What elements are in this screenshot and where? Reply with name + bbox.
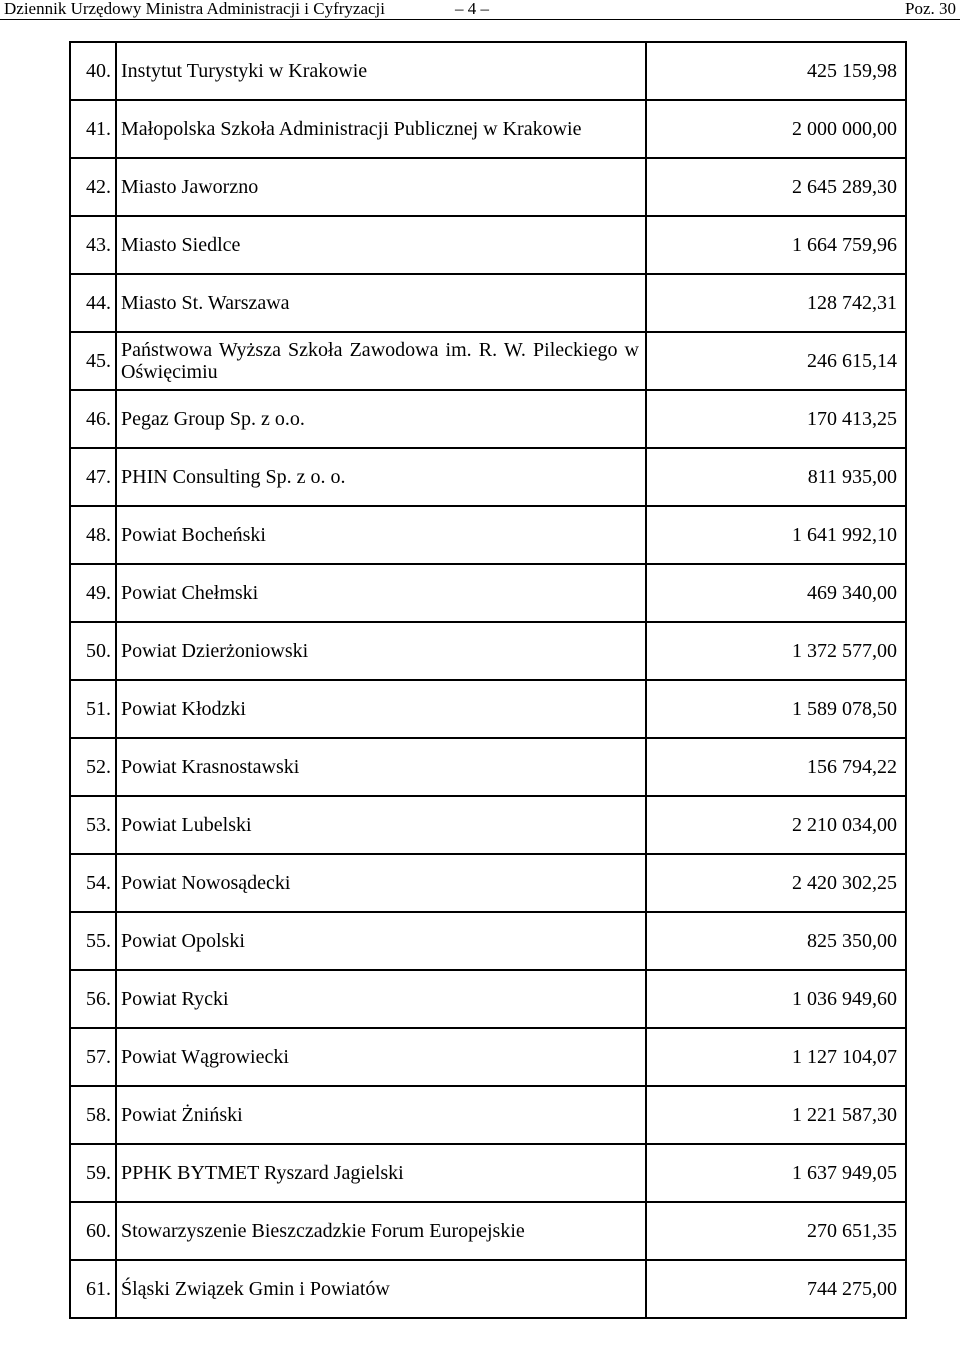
table-row <box>70 1028 906 1086</box>
amount: 1 641 992,10 <box>646 506 906 564</box>
entity-name: Państwowa Wyższa Szkoła Zawodowa im. R. W. Pileckiego w Oświęcimiu <box>116 332 646 390</box>
row-number: 48. <box>70 506 116 564</box>
amount: 811 935,00 <box>646 448 906 506</box>
amount: 1 589 078,50 <box>646 680 906 738</box>
entity-name: Powiat Wągrowiecki <box>116 1028 646 1086</box>
entity-name: PPHK BYTMET Ryszard Jagielski <box>116 1144 646 1202</box>
row-number: 57. <box>70 1028 116 1086</box>
table-row <box>70 564 906 622</box>
amount: 128 742,31 <box>646 274 906 332</box>
page-header <box>0 0 960 22</box>
table-row <box>70 274 906 332</box>
row-number: 56. <box>70 970 116 1028</box>
row-number: 47. <box>70 448 116 506</box>
entity-name: Powiat Opolski <box>116 912 646 970</box>
amount: 270 651,35 <box>646 1202 906 1260</box>
table-row <box>70 448 906 506</box>
entity-name: Powiat Rycki <box>116 970 646 1028</box>
entity-name: Powiat Żniński <box>116 1086 646 1144</box>
table-row <box>70 42 906 100</box>
table-row <box>70 796 906 854</box>
row-number: 49. <box>70 564 116 622</box>
amount: 469 340,00 <box>646 564 906 622</box>
amount: 425 159,98 <box>646 42 906 100</box>
row-number: 46. <box>70 390 116 448</box>
table-row <box>70 738 906 796</box>
row-number: 54. <box>70 854 116 912</box>
table-row <box>70 970 906 1028</box>
row-number: 58. <box>70 1086 116 1144</box>
amount: 2 000 000,00 <box>646 100 906 158</box>
entity-name: Małopolska Szkoła Administracji Publicznej w Krakowie <box>116 100 646 158</box>
table-row <box>70 158 906 216</box>
entity-name: Powiat Bocheński <box>116 506 646 564</box>
row-number: 50. <box>70 622 116 680</box>
row-number: 60. <box>70 1202 116 1260</box>
table-row <box>70 1260 906 1318</box>
entity-name: Powiat Dzierżoniowski <box>116 622 646 680</box>
amount: 1 036 949,60 <box>646 970 906 1028</box>
table-row <box>70 1144 906 1202</box>
amount: 2 645 289,30 <box>646 158 906 216</box>
amount: 170 413,25 <box>646 390 906 448</box>
row-number: 43. <box>70 216 116 274</box>
amount: 1 127 104,07 <box>646 1028 906 1086</box>
row-number: 42. <box>70 158 116 216</box>
entity-name: Miasto Jaworzno <box>116 158 646 216</box>
journal-title: Dziennik Urzędowy Ministra Administracji i Cyfryzacji <box>4 0 385 18</box>
entity-name: Powiat Krasnostawski <box>116 738 646 796</box>
row-number: 53. <box>70 796 116 854</box>
table-row <box>70 1202 906 1260</box>
entity-name: Powiat Lubelski <box>116 796 646 854</box>
entity-name: Miasto Siedlce <box>116 216 646 274</box>
entity-name: Instytut Turystyki w Krakowie <box>116 42 646 100</box>
entities-table <box>69 41 907 1319</box>
row-number: 40. <box>70 42 116 100</box>
table-row <box>70 390 906 448</box>
table-row <box>70 854 906 912</box>
amount: 1 221 587,30 <box>646 1086 906 1144</box>
table-row <box>70 1086 906 1144</box>
row-number: 45. <box>70 332 116 390</box>
entity-name: Powiat Nowosądecki <box>116 854 646 912</box>
amount: 2 420 302,25 <box>646 854 906 912</box>
amount: 246 615,14 <box>646 332 906 390</box>
entity-name: PHIN Consulting Sp. z o. o. <box>116 448 646 506</box>
table-row <box>70 622 906 680</box>
entity-name: Pegaz Group Sp. z o.o. <box>116 390 646 448</box>
amount: 1 637 949,05 <box>646 1144 906 1202</box>
table-row <box>70 100 906 158</box>
amount: 1 372 577,00 <box>646 622 906 680</box>
page-number: – 4 – <box>455 0 489 18</box>
item-position: Poz. 30 <box>905 0 956 18</box>
table-row <box>70 332 906 390</box>
table-row <box>70 216 906 274</box>
amount: 825 350,00 <box>646 912 906 970</box>
row-number: 41. <box>70 100 116 158</box>
row-number: 61. <box>70 1260 116 1318</box>
row-number: 52. <box>70 738 116 796</box>
amount: 1 664 759,96 <box>646 216 906 274</box>
table-row <box>70 912 906 970</box>
entity-name: Stowarzyszenie Bieszczadzkie Forum Europejskie <box>116 1202 646 1260</box>
amount: 156 794,22 <box>646 738 906 796</box>
entity-name: Miasto St. Warszawa <box>116 274 646 332</box>
header-divider <box>0 19 960 20</box>
amount: 744 275,00 <box>646 1260 906 1318</box>
table-row <box>70 506 906 564</box>
row-number: 55. <box>70 912 116 970</box>
entity-name: Powiat Kłodzki <box>116 680 646 738</box>
row-number: 51. <box>70 680 116 738</box>
amount: 2 210 034,00 <box>646 796 906 854</box>
entity-name: Powiat Chełmski <box>116 564 646 622</box>
row-number: 44. <box>70 274 116 332</box>
row-number: 59. <box>70 1144 116 1202</box>
entity-name: Śląski Związek Gmin i Powiatów <box>116 1260 646 1318</box>
table-row <box>70 680 906 738</box>
